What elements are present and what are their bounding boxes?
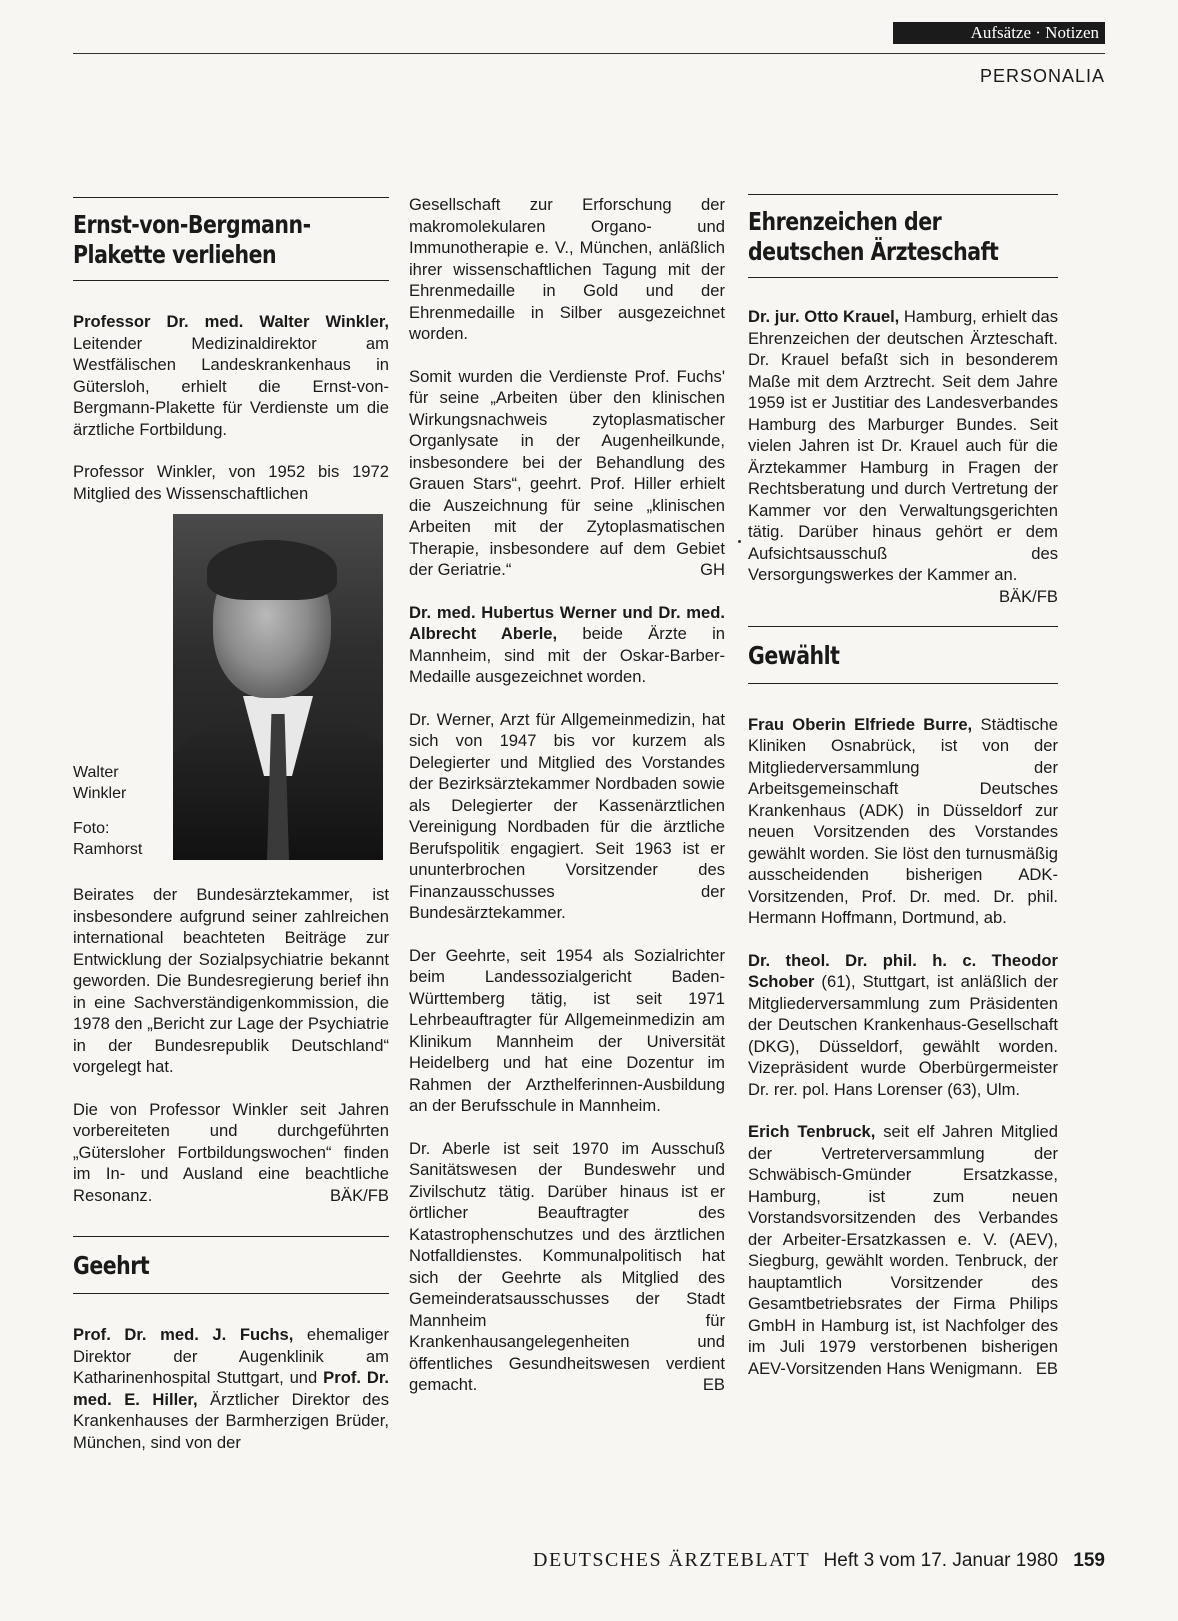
paragraph-text: ehemaliger Direktor der Augenklinik am Katharinenhospital Stuttgart, und [73,1325,389,1387]
person-name: Dr. jur. Otto Krauel, [748,307,900,326]
paragraph [73,311,389,440]
paragraph [73,1324,389,1453]
page-footer [455,1549,1105,1572]
column-2 [409,194,725,1396]
paragraph-text: seit elf Jahren Mitglied der Vertreterversammlung der Schwäbisch-Gmünder Ersatzkasse, Hamburg, ist zum neuen Vorstandsvorsitzenden des Verbandes der Arbeiter-Ersatzkassen e. V. (AEV), Siegburg, gewählt worden. Tenbruck, der hauptamtlich Vorsitzender des Gesamtbetriebsrates der Firma Philips GmbH in Hamburg ist, ist Nachfolger des im Juli 1979 verstorbenen bisherigen AEV-Vorsitzenden Hans Wenigmann. [748,1122,1058,1378]
paragraph: Beirates der Bundesärztekammer, ist insbesondere aufgrund seiner zahlreichen international beachteten Beiträge zur Entwicklung der Sozialpsychiatrie bekannt geworden. Die Bundesregierung berief ihn in eine Sachverständigenkommission, die 1978 den „Bericht zur Lage der Psychiatrie in der Bundesrepublik Deutschland“ vorgelegt hat. [73,885,389,1076]
person-name: Prof. Dr. med. J. Fuchs, [73,1325,294,1344]
journal-name: DEUTSCHES ÄRZTEBLATT [533,1549,811,1571]
author-signature: GH [700,560,725,579]
paragraph-text: Hamburg, erhielt das Ehrenzeichen der deutschen Ärzteschaft. Dr. Krauel befaßt sich in besonderem Maße mit dem Arztrecht. Seit dem Jahre 1959 ist er Justitiar des Landesverbandes Hamburg des Marburger Bundes. Seit vielen Jahren ist Dr. Krauel auch für die Ärztekammer Hamburg in Fragen der Rechtsberatung und durch Vertretung der Kammer vor den Verwaltungsgerichten tätig. Darüber hinaus gehört er dem Aufsichtsausschuß des Versorgungswerkes der Kammer an. [748,307,1059,584]
header-rule [73,53,1105,54]
heading-block-gewaehlt [748,626,1058,684]
caption-credit: Foto: Ramhorst [73,820,143,858]
category-label: PERSONALIA [979,66,1105,86]
paragraph-text: Ärztlicher Direktor des Krankenhauses der Barmherzigen Brüder, München, sind von der [73,1389,389,1452]
paragraph [409,1138,725,1396]
paragraph-text: Leitender Medizinaldirektor am Westfälischen Landeskrankenhaus in Gütersloh, erhielt die Ernst-von-Bergmann-Plakette für Verdienste um die ärztliche Fortbildung. [73,333,389,439]
photo-hair [207,540,337,600]
person-name: Erich Tenbruck, [748,1122,876,1141]
page-number: 159 [1073,1550,1105,1571]
photo-caption [73,762,168,860]
author-signature: BÄK/FB [329,1185,389,1205]
paragraph-text: beide Ärzte in Mannheim, sind mit der Oskar-Barber-Medaille ausgezeichnet worden. [409,624,726,686]
author-signature: EB [1035,1358,1058,1378]
portrait-figure [73,514,389,860]
person-name: Prof. Dr. med. E. Hiller, [73,1368,390,1409]
paragraph [748,1121,1058,1379]
paragraph: Gesellschaft zur Erforschung der makromolekularen Organo- und Immunotherapie e. V., München, anläßlich ihrer wissenschaftlichen Tagung mit der Ehrenmedaille in Gold und der Ehrenmedaille in Silber ausgezeichnet worden. [409,195,725,343]
paragraph-text: Dr. Aberle ist seit 1970 im Ausschuß Sanitätswesen der Bundeswehr und Zivilschutz tätig. Darüber hinaus ist er örtlicher Beauftragter des Katastrophenschutzes und des ärztlichen Notfalldienstes. Kommunalpolitisch hat sich der Geehrte als Mitglied des Gemeinderatsausschusses der Stadt Mannheim für Krankenhausangelegenheiten und öffentliches Gesundheitswesen verdient gemacht. [409,1138,725,1394]
paragraph-text: Die von Professor Winkler seit Jahren vorbereiteten und durchgeführten „Gütersloher Fortbildungswochen“ finden im In- und Ausland eine beachtliche Resonanz. [73,1099,389,1205]
caption-name: Walter Winkler [73,764,127,802]
person-name: Dr. theol. Dr. phil. h. c. Theodor Schober [748,950,1058,991]
paragraph: Der Geehrte, seit 1954 als Sozialrichter beim Landessozialgericht Baden-Württemberg tätig, ist seit 1971 Lehrbeauftragter für Allgemeinmedizin am Klinikum Mannheim der Universität Heidelberg und hat eine Dozentur im Rahmen der Arzthelferinnen-Ausbildung an der Berufsschule in Mannheim. [409,945,725,1115]
article-heading-gewaehlt: Gewählt [748,640,840,670]
paragraph-text: Somit wurden die Verdienste Prof. Fuchs' für seine „Arbeiten über den klinischen Wirkungsnachweis zytoplasmatischer Organlysate in der Augenheilkunde, insbesondere bei der Behandlung des Grauen Stars“, geehrt. Prof. Hiller erhielt die Auszeichnung für seine „klinischen Arbeiten mit der Zytoplasmatischen Therapie, insbesondere auf dem Gebiet der Geriatrie.“ [409,366,725,579]
person-name: Professor Dr. med. Walter Winkler, [73,312,389,331]
column-1 [73,197,389,1453]
article-heading-geehrt: Geehrt [73,1251,150,1280]
paragraph-text: (61), Stuttgart, ist anläßlich der Mitgliederversammlung zum Präsidenten der Deutschen Krankenhaus-Gesellschaft (DKG), Düsseldorf, gewählt worden. Vizepräsident wurde Oberbürgermeister Dr. rer. pol. Hans Lorenser (63), Ulm. [748,972,1058,1099]
paragraph: Professor Winkler, von 1952 bis 1972 Mitglied des Wissenschaftlichen [73,462,389,503]
paragraph: Dr. Werner, Arzt für Allgemeinmedizin, hat sich von 1947 bis vor kurzem als Delegierter und Mitglied des Vorstandes der Bezirksärztekammer Nordbaden sowie als Delegierter der Kassenärztlichen Vereinigung Nordbaden für die ärztliche Berufspolitik engagiert. Seit 1963 ist er ununterbrochen Vorsitzender des Finanzausschusses der Bundesärztekammer. [409,709,725,922]
author-signature: EB [702,1375,725,1394]
heading-block-bergmann [73,197,389,281]
heading-block-ehrenzeichen [748,194,1058,278]
issue-info: Heft 3 vom 17. Januar 1980 [823,1550,1059,1571]
portrait-photo [173,514,383,860]
article-heading-ehrenzeichen: Ehrenzeichen der deutschen Ärzteschaft [748,207,999,266]
section-tag: Aufsätze · Notizen [893,22,1105,44]
paragraph [409,366,725,581]
article-heading-bergmann: Ernst-von-Bergmann-Plakette verliehen [73,210,311,269]
print-speck [738,540,741,543]
author-signature: BÄK/FB [998,586,1058,606]
person-name: Dr. med. Hubertus Werner und Dr. med. Albrecht Aberle, [409,602,725,643]
paragraph [748,306,1059,606]
paragraph [748,950,1058,1101]
heading-block-geehrt [73,1236,389,1294]
person-name: Frau Oberin Elfriede Burre, [748,714,973,734]
column-3 [748,194,1058,1379]
paragraph-text: Städtische Kliniken Osnabrück, ist von der Mitgliederversammlung der Arbeitsgemeinschaft Deutsches Krankenhaus (ADK) in Düsseldorf zur neuen Vorsitzenden des Vorstandes gewählt worden. Sie löst den turnusmäßig ausscheidenden bisherigen ADK-Vorsitzenden, Prof. Dr. med. Dr. phil. Hermann Hoffmann, Dortmund, ab. [748,714,1059,927]
paragraph [409,602,725,688]
paragraph [73,1099,389,1207]
paragraph [748,714,1058,929]
